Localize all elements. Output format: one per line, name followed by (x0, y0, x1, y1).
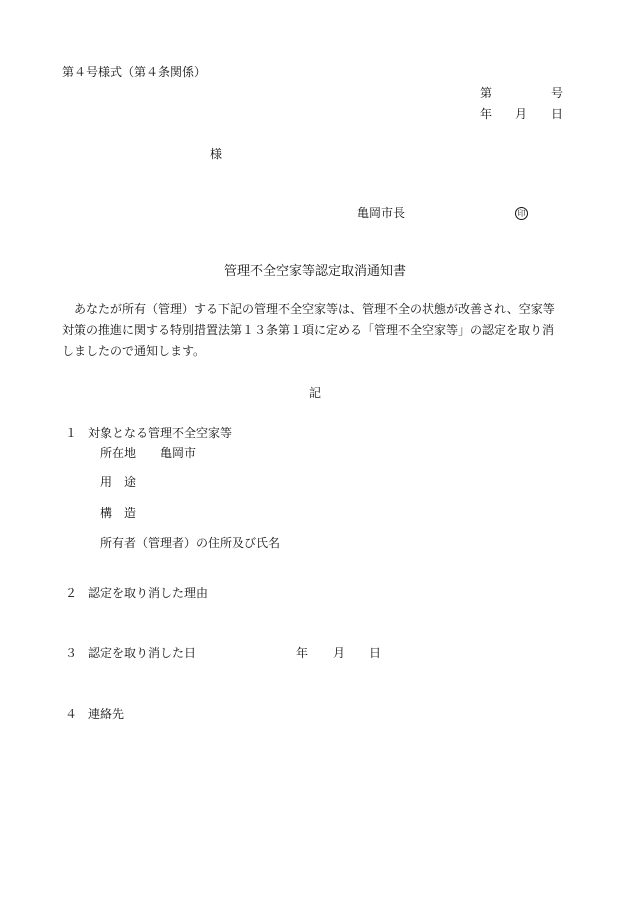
addressee-honorific: 様 (210, 147, 223, 161)
date-day: 日 (551, 107, 564, 121)
body-line: 対策の推進に関する特別措置法第１３条第１項に定める「管理不全空家等」の認定を取り消 (62, 323, 555, 337)
ki-heading: 記 (309, 386, 322, 400)
location-value: 亀岡市 (160, 446, 197, 460)
number-prefix: 第 (480, 86, 493, 100)
document-title: 管理不全空家等認定取消通知書 (223, 264, 406, 279)
number-suffix: 号 (551, 86, 564, 100)
body-line: しましたので通知します。 (62, 344, 206, 358)
item2-label: 認定を取り消した理由 (88, 586, 209, 600)
date-year: 年 (480, 107, 493, 121)
body-line: あなたが所有（管理）する下記の管理不全空家等は、管理不全の状態が改善され、空家等 (62, 302, 555, 316)
structure-label: 構 造 (100, 506, 137, 520)
owner-label: 所有者（管理者）の住所及び氏名 (100, 536, 281, 550)
seal-mark (515, 206, 528, 220)
item3-month: 月 (333, 646, 346, 660)
item3-year: 年 (296, 646, 309, 660)
item2-number: ２ (65, 586, 78, 600)
item3-number: ３ (65, 646, 78, 660)
item3-day: 日 (369, 646, 382, 660)
issuer-title: 亀岡市長 (357, 206, 406, 220)
form-label: 第４号様式（第４条関係） (62, 65, 207, 79)
item3-label: 認定を取り消した日 (88, 646, 197, 660)
body-paragraph (62, 299, 574, 362)
item1-number: １ (65, 426, 78, 440)
item4-label: 連絡先 (88, 707, 125, 721)
use-label: 用 途 (100, 475, 137, 489)
seal-icon: 印 (515, 207, 528, 220)
item1-label: 対象となる管理不全空家等 (88, 426, 233, 440)
item4-number: ４ (65, 707, 78, 721)
location-label: 所在地 (100, 446, 137, 460)
date-month: 月 (515, 107, 528, 121)
